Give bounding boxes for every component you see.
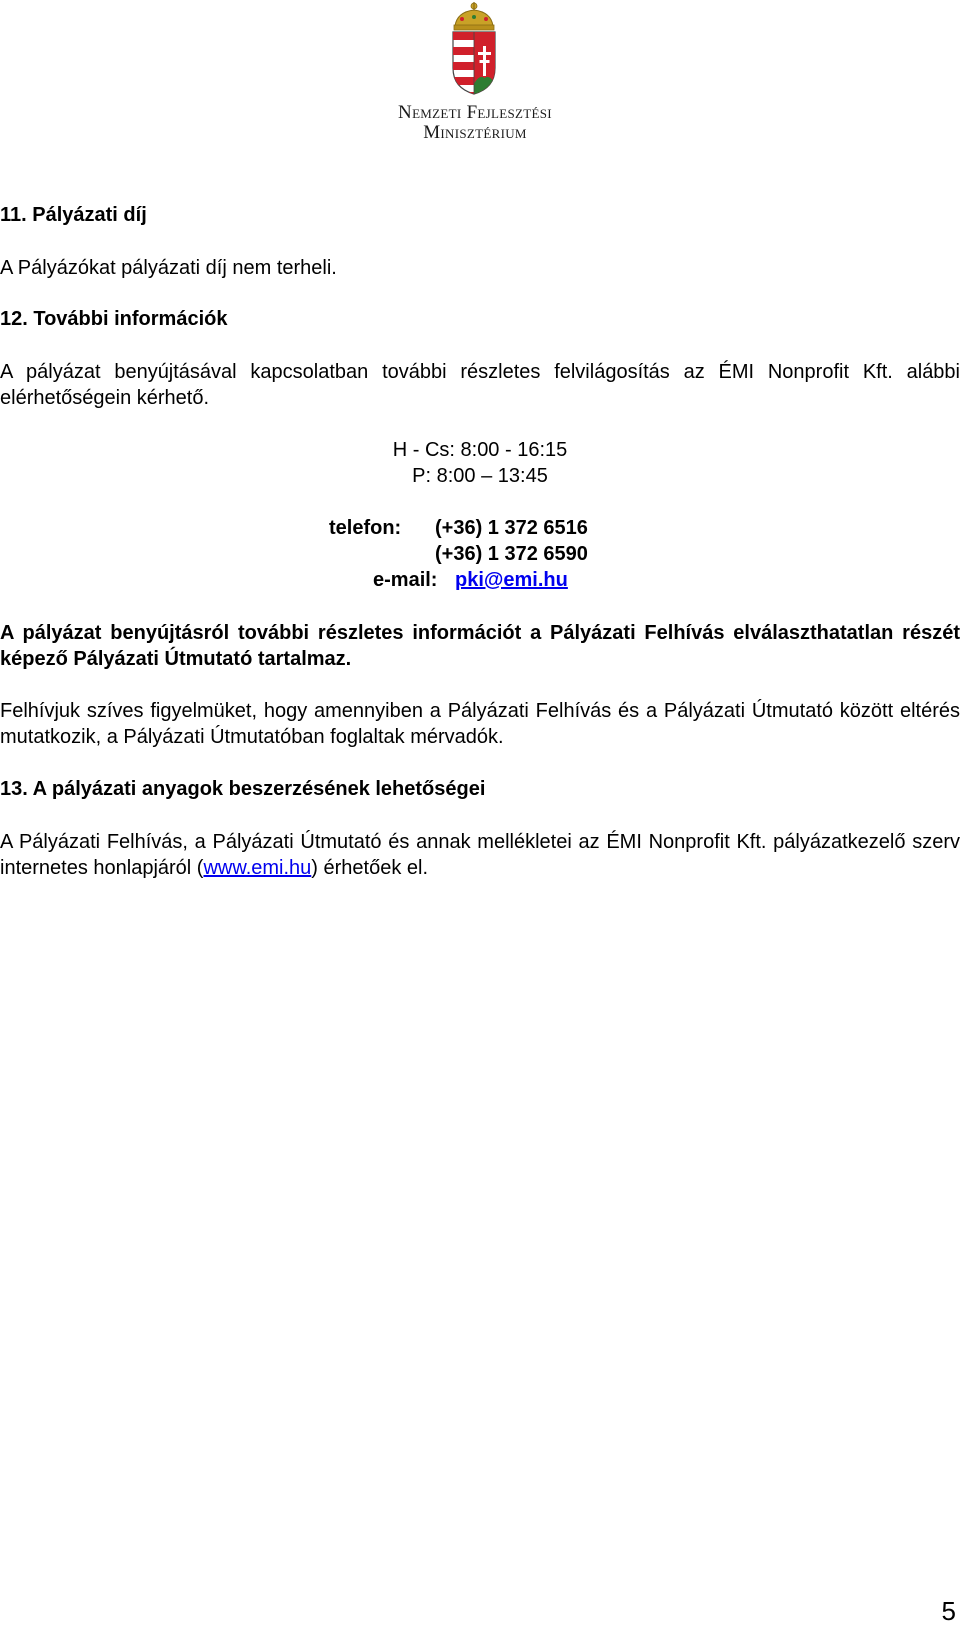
- emi-website-link[interactable]: www.emi.hu: [203, 857, 312, 879]
- section-13-heading: 13. A pályázati anyagok beszerzésének lehetőségei: [0, 778, 486, 800]
- phone-number-2: (+36) 1 372 6590: [435, 543, 588, 565]
- section-11-body: A Pályázókat pályázati díj nem terheli.: [0, 257, 337, 279]
- phone-label: telefon:: [329, 517, 402, 539]
- section-11-heading: 11. Pályázati díj: [0, 204, 147, 226]
- precedence-notice: Felhívjuk szíves figyelmüket, hogy amennyiben a Pályázati Felhívás és a Pályázati Útmutató között eltérés mutatkozik, a Pályázati Útmutatóban foglaltak mérvadók.: [0, 700, 960, 748]
- section-13-body: [0, 829, 960, 881]
- phone-number-1: (+36) 1 372 6516: [435, 517, 588, 539]
- section-12-intro: A pályázat benyújtásával kapcsolatban további részletes felvilágosítás az ÉMI Nonprofit Kft. alábbi elérhetőségein kérhető.: [0, 361, 960, 409]
- hungarian-coat-of-arms-icon: [449, 2, 499, 96]
- ministry-name-line1: Nemzeti Fejlesztési: [398, 102, 552, 123]
- office-hours-friday: P: 8:00 – 13:45: [412, 465, 548, 487]
- page-number: 5: [941, 1596, 956, 1626]
- section-12-heading: 12. További információk: [0, 308, 228, 330]
- email-label: e-mail:: [373, 569, 438, 591]
- ministry-name: [360, 103, 590, 143]
- section-13-body-text: A Pályázati Felhívás, a Pályázati Útmutató és annak mellékletei az ÉMI Nonprofit Kft. pályázatkezelő szerv internetes honlapjáról (: [0, 831, 960, 879]
- office-hours-weekdays: H - Cs: 8:00 - 16:15: [392, 439, 568, 461]
- section-13-body-end: ) érhetőek el.: [311, 857, 429, 879]
- email-link[interactable]: pki@emi.hu: [455, 569, 568, 591]
- guide-note: A pályázat benyújtásról további részletes információt a Pályázati Felhívás elválaszthatatlan részét képező Pályázati Útmutató tartalmaz.: [0, 622, 960, 670]
- ministry-name-line2: Minisztérium: [423, 122, 527, 143]
